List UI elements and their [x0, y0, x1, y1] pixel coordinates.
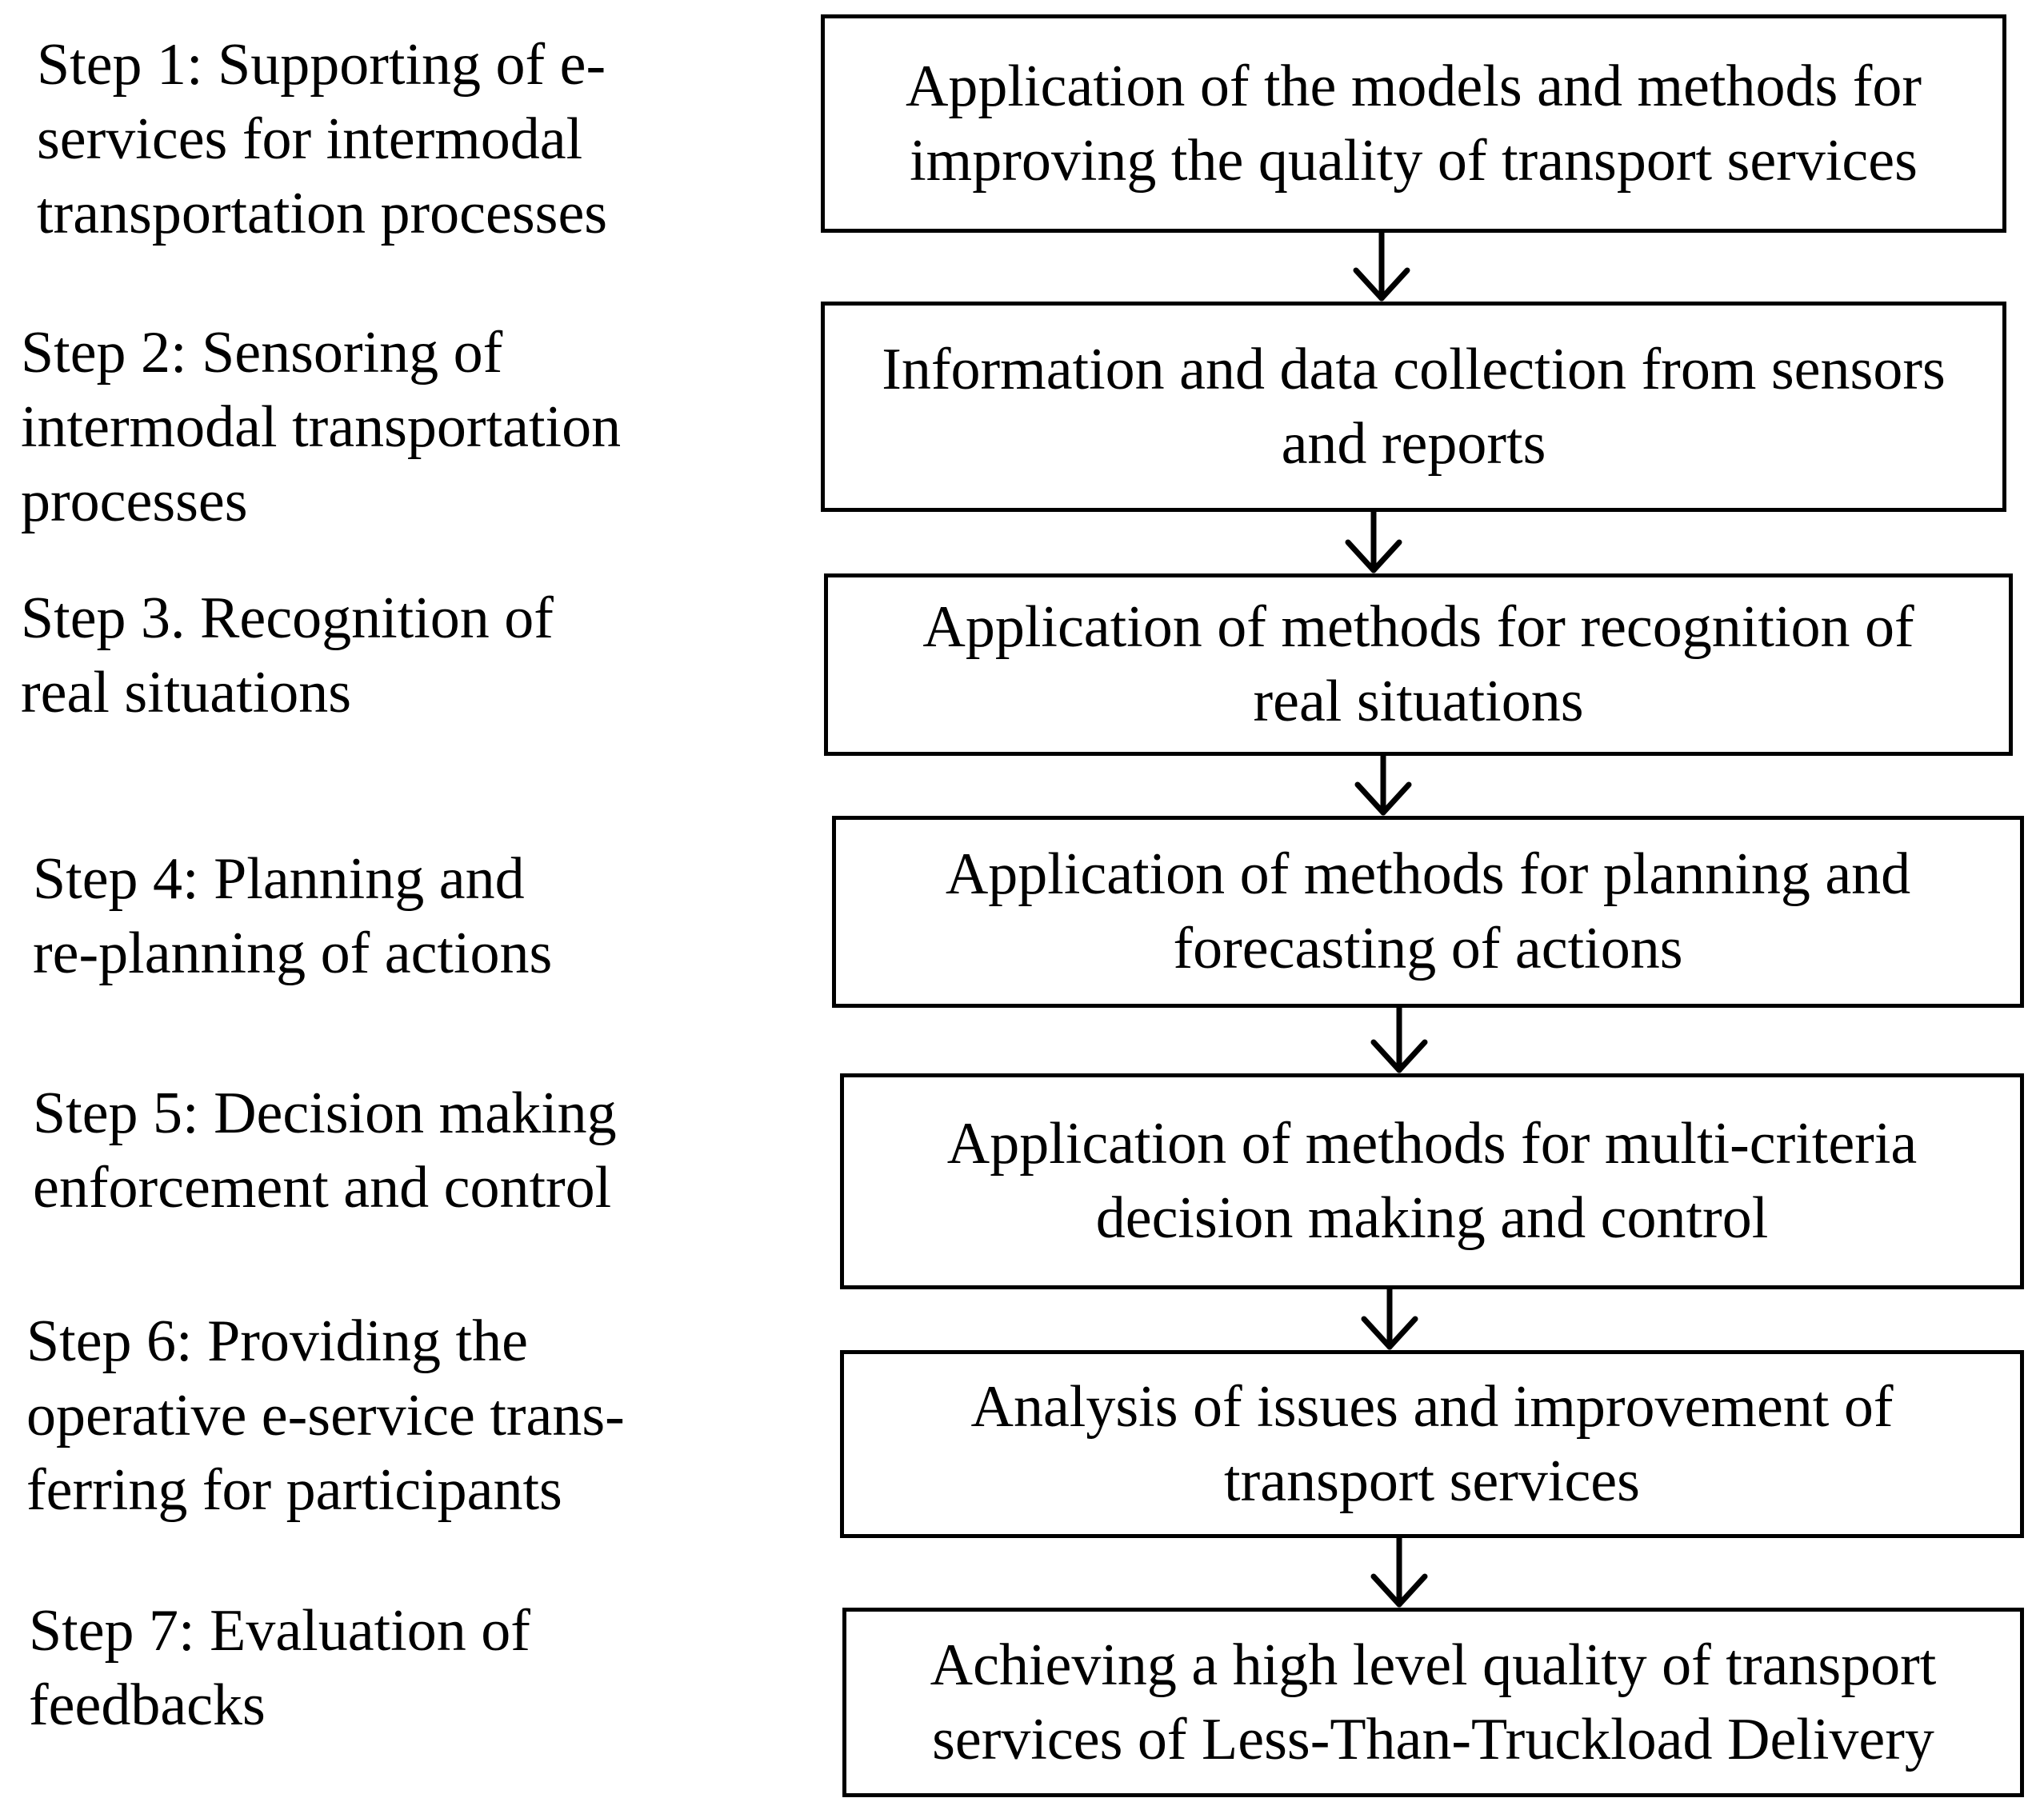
process-box-3-text: Application of methods for recognition of real situations — [922, 594, 1914, 734]
arrow-5-to-6 — [1364, 1289, 1415, 1347]
process-box-4 — [832, 816, 2024, 1008]
process-box-4-text: Application of methods for planning and forecasting of actions — [945, 841, 1911, 981]
process-box-2-text: Information and data collection from sensors and reports — [882, 336, 1946, 477]
arrow-3-to-4 — [1358, 756, 1409, 813]
arrow-6-to-7 — [1374, 1538, 1425, 1604]
process-box-3 — [824, 573, 2013, 756]
process-box-6-text: Analysis of issues and improvement of transport services — [970, 1373, 1894, 1514]
process-box-6 — [840, 1350, 2024, 1538]
arrow-4-to-5 — [1374, 1008, 1425, 1070]
process-box-7 — [842, 1608, 2024, 1797]
step-2-label: Step 2: Sensoring of intermodal transportation processes — [21, 320, 622, 534]
arrow-2-to-3 — [1348, 512, 1399, 570]
step-5-label: Step 5: Decision making enforcement and control — [33, 1081, 617, 1221]
step-1-label: Step 1: Supporting of e- services for intermodal transportation processes — [37, 32, 608, 246]
process-box-7-text: Achieving a high level quality of transport services of Less-Than-Truckload Delivery — [930, 1632, 1937, 1772]
step-6-label: Step 6: Providing the operative e-service trans- ferring for participants — [26, 1309, 625, 1523]
step-3-label: Step 3. Recognition of real situations — [21, 585, 554, 725]
process-box-5-text: Application of methods for multi-criteria decision making and control — [946, 1111, 1918, 1251]
process-box-5 — [840, 1073, 2024, 1289]
arrow-1-to-2 — [1356, 233, 1407, 298]
process-box-1-text: Application of the models and methods for improving the quality of transport services — [905, 53, 1922, 194]
process-box-1 — [821, 14, 2006, 233]
step-4-label: Step 4: Planning and re-planning of actions — [33, 846, 553, 986]
process-box-2 — [821, 302, 2006, 512]
step-7-label: Step 7: Evaluation of feedbacks — [29, 1598, 530, 1738]
